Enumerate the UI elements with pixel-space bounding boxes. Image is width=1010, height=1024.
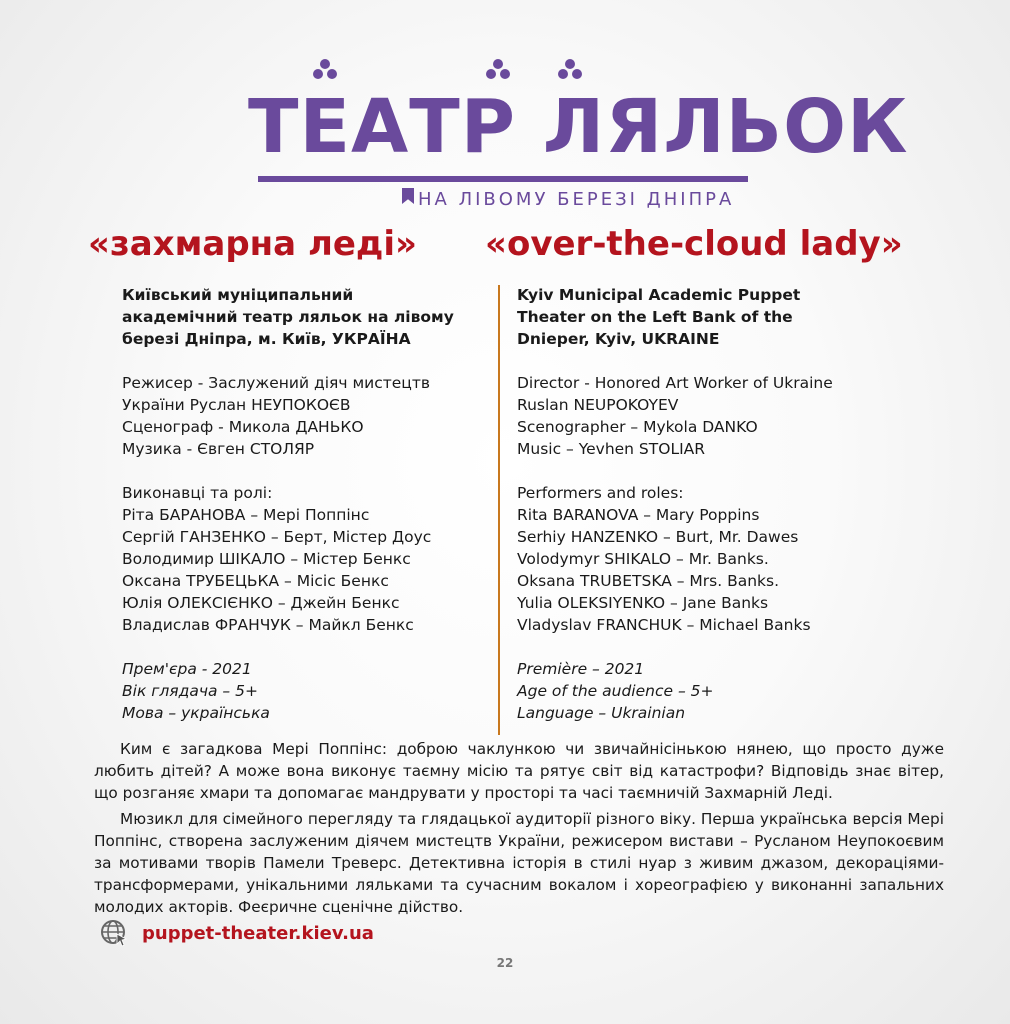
crew-line: України Руслан НЕУПОКОЄВ: [122, 396, 351, 414]
org-line: Theater on the Left Bank of the: [517, 308, 793, 326]
cast-line: Rita BARANOVA – Mary Poppins: [517, 506, 760, 524]
cast-line: Ріта БАРАНОВА – Мері Поппінс: [122, 506, 370, 524]
premiere: Прем'єра - 2021: [122, 660, 252, 678]
crew-line: Ruslan NEUPOKOYEV: [517, 396, 679, 414]
audience-age: Age of the audience – 5+: [517, 682, 714, 700]
cast-line: Володимир ШІКАЛО – Містер Бенкс: [122, 550, 411, 568]
crew-line: Режисер - Заслужений діяч мистецтв: [122, 374, 431, 392]
cast-heading: Performers and roles:: [517, 484, 684, 502]
org-line: Київський муніципальний: [122, 286, 354, 304]
cast-line: Yulia OLEKSIYENKO – Jane Banks: [517, 594, 769, 612]
crew-line: Музика - Євген СТОЛЯР: [122, 440, 315, 458]
logo-underline: [258, 176, 748, 182]
cast-uk: [122, 482, 492, 636]
credits-column-en: [517, 284, 897, 746]
show-description: [94, 738, 944, 922]
audience-age: Вік глядача – 5+: [122, 682, 258, 700]
crew-line: Scenographer – Mykola DANKO: [517, 418, 758, 436]
crew-line: Сценограф - Микола ДАНЬКО: [122, 418, 364, 436]
org-line: Dnieper, Kyiv, UKRAINE: [517, 330, 720, 348]
credits-column-uk: [122, 284, 492, 746]
organization-uk: [122, 284, 492, 350]
description-paragraph: Ким є загадкова Мері Поппінс: доброю чаклункою чи звичайнісінькою нянею, що просто дуже любить дітей? А може вона виконує таємну місію та рятує світ від катастрофи? Відповідь знає вітер, що розганяє хмари та допомагає мандрувати у просторі та часі таємничій Захмарній Леді.: [94, 740, 944, 802]
crew-line: Music – Yevhen STOLIAR: [517, 440, 706, 458]
cast-line: Volodymyr SHIKALO – Mr. Banks.: [517, 550, 769, 568]
show-title-en: «over-the-cloud lady»: [485, 224, 903, 264]
show-title-uk: «захмарна леді»: [88, 224, 417, 264]
cast-line: Vladyslav FRANCHUK – Michael Banks: [517, 616, 811, 634]
cast-en: [517, 482, 897, 636]
cast-line: Serhiy HANZENKO – Burt, Mr. Dawes: [517, 528, 799, 546]
cast-heading: Виконавці та ролі:: [122, 484, 273, 502]
cast-line: Юлія ОЛЕКСІЄНКО – Джейн Бенкс: [122, 594, 400, 612]
org-line: Kyiv Municipal Academic Puppet: [517, 286, 801, 304]
crew-uk: [122, 372, 492, 460]
globe-cursor-icon: [100, 919, 128, 947]
website-link[interactable]: [100, 918, 374, 948]
organization-en: [517, 284, 897, 350]
website-url[interactable]: puppet-theater.kiev.ua: [142, 922, 374, 944]
org-line: академічний театр ляльок на лівому: [122, 308, 454, 326]
logo-subtitle: НА ЛІВОМУ БЕРЕЗІ ДНІПРА: [418, 189, 735, 210]
meta-en: [517, 658, 897, 724]
cast-line: Сергій ГАНЗЕНКО – Берт, Містер Доус: [122, 528, 432, 546]
cast-line: Владислав ФРАНЧУК – Майкл Бенкс: [122, 616, 414, 634]
description-paragraph: Мюзикл для сімейного перегляду та глядацької аудиторії різного віку. Перша українська версія Мері Поппінс, створена заслуженим діячем мистецтв України, режисером вистави – Русланом Неупокоєвим за мотивами творів Памели Треверс. Детективна історія в стилі нуар з живим джазом, декораціями-трансформерами, унікальними ляльками та сучасним вокалом і хореографією у виконанні запальних молодих акторів. Феєричне сценічне дійство.: [94, 810, 944, 916]
language: Мова – українська: [122, 704, 270, 722]
column-divider: [498, 285, 500, 735]
cast-line: Oksana TRUBETSKA – Mrs. Banks.: [517, 572, 780, 590]
org-line: березі Дніпра, м. Київ, УКРАЇНА: [122, 330, 411, 348]
premiere: Première – 2021: [517, 660, 645, 678]
language: Language – Ukrainian: [517, 704, 686, 722]
cast-line: Оксана ТРУБЕЦЬКА – Місіс Бенкс: [122, 572, 389, 590]
page-number: 22: [496, 956, 514, 970]
crew-line: Director - Honored Art Worker of Ukraine: [517, 374, 833, 392]
meta-uk: [122, 658, 492, 724]
logo-title: ТЕАТР ЛЯЛЬОК: [248, 84, 909, 170]
crew-en: [517, 372, 897, 460]
